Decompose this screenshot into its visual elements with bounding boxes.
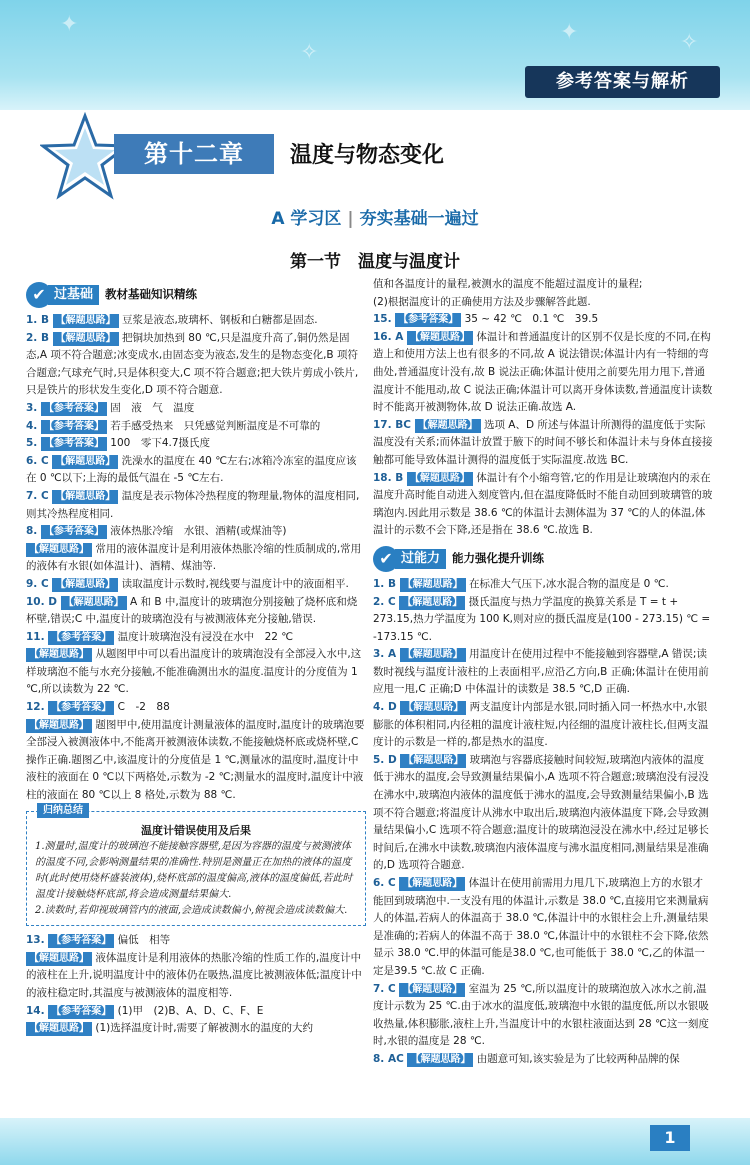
header-banner-label: 参考答案与解析 xyxy=(525,66,720,98)
answer-list xyxy=(373,576,713,1069)
answer-tag: 【参考答案】 xyxy=(48,701,114,715)
chapter-number: 第十二章 xyxy=(114,134,274,174)
summary-tab: 归纳总结 xyxy=(37,803,89,818)
answer-number: 2. B xyxy=(26,331,53,344)
answer-number: 5. D xyxy=(373,753,401,766)
answer-text: 用温度计在使用过程中不能接触到容器壁,A 错误;读数时视线与温度计液柱的上表面相平,应沿乙方向,B 正确;体温计在使用前应甩一甩,C 正确;D 中体温计的读数是 38.5 ℃,D 正确. xyxy=(373,648,709,696)
answer-text: 偏低 相等 xyxy=(117,934,171,947)
answer-item xyxy=(26,646,366,699)
answer-item xyxy=(373,752,713,875)
answer-text: 体温计在使用前需用力甩几下,玻璃泡上方的水银才能回到玻璃泡中.一支没有甩的体温计,示数是 38.0 ℃,直接用它来测量病人的体温,若病人的体温高于 38.0 ℃,体温计中的水银柱会上升,测量结果是准确的;若病人的体温不高于 38.0 ℃,体温计中的水银柱不会下降,依然显示 38.0 ℃.甲的体温可能是38.0 ℃,也可能低于 38.0 ℃,乙的体温一定是39.5 ℃.故 C 正确. xyxy=(373,877,709,977)
answer-tag: 【解题思路】 xyxy=(61,596,127,610)
answer-tag: 【解题思路】 xyxy=(53,314,119,328)
answer-tag: 【解题思路】 xyxy=(399,596,465,610)
answer-text: 题图甲中,使用温度计测量液体的温度时,温度计的玻璃泡要全部浸入被测液体中,不能离开被测液体读数,不能接触烧杯底或烧杯壁,C 操作正确.题图乙中,该温度计的分度值是 1 ℃,测量冰的温度时,温度计中液柱的液面在 0 ℃以下两格处,示数为 -2 ℃;测量水的温度时,温度计中液柱的液面在 80 ℃以上 8 格处,示数为 88 ℃. xyxy=(26,718,365,802)
answer-item xyxy=(373,470,713,540)
decor-sparkle-icon: ✧ xyxy=(680,30,699,55)
answer-text: 由题意可知,该实验是为了比较两种品牌的保 xyxy=(476,1052,680,1065)
answer-text: 温度计玻璃泡没有浸没在水中 22 ℃ xyxy=(117,630,294,643)
answer-number: 8. AC xyxy=(373,1052,408,1065)
answer-number: 5. xyxy=(26,437,41,450)
answer-item xyxy=(26,629,366,647)
answer-text: 温度是表示物体冷热程度的物理量,物体的温度相同,则其冷热程度相同. xyxy=(26,489,360,520)
answer-tag: 【解题思路】 xyxy=(52,578,118,592)
answer-list xyxy=(26,932,366,1038)
answer-number: 4. D xyxy=(373,701,401,714)
answer-item xyxy=(373,875,713,981)
answer-text: 体温计和普通温度计的区别不仅是长度的不同,在构造上和使用方法上也有很多的不同,故 A 说法错误;体温计内有一特细的弯曲处,普通温度计没有,故 B 说法正确;体温计使用之前要先用力甩下,普通温度计不能甩动,故 C 说法正确;体温计可以离开身体读数,普通温度计读数时不能离开被测物体,故 D 说法正确.故选 A. xyxy=(373,330,713,414)
chapter-heading xyxy=(40,112,460,202)
answer-text: 两支温度计内部是水银,同时插入同一杯热水中,水银膨胀的体积相同,内径粗的温度计液柱短,内径细的温度计液柱长,但两支温度计的示数是一样的,都是热水的温度. xyxy=(373,701,709,749)
summary-paragraph: 2.读数时,若仰视玻璃管内的液面,会造成读数偏小,俯视会造成读数偏大. xyxy=(35,905,348,917)
answer-text: (1)甲 (2)B、A、D、C、F、E xyxy=(117,1004,264,1017)
answer-number: 7. C xyxy=(26,489,53,502)
answer-number: 11. xyxy=(26,630,49,643)
section-a-heading: A 学习区 | 夯实基础一遍过 xyxy=(271,209,479,229)
answer-tag: 【解题思路】 xyxy=(400,648,466,662)
summary-paragraph: 1.测量时,温度计的玻璃泡不能接触容器壁,是因为容器的温度与被测液体的温度不同,会影响测量结果的准确性.特别是测量正在加热的液体的温度时(此时使用烧杯盛装液体),烧杯底部的温度偏高,液体的温度偏低,若此时温度计接触烧杯底部,将会造成测量结果偏大. xyxy=(35,841,353,901)
answer-number: 2. C xyxy=(373,595,400,608)
check-icon: ✔ xyxy=(26,282,52,308)
answer-text: 洗澡水的温度在 40 ℃左右;冰箱冷冻室的温度应该在 0 ℃以下;上海的最低气温在 -5 ℃左右. xyxy=(26,454,357,485)
answer-tag: 【解题思路】 xyxy=(415,419,481,433)
answer-tag: 【解题思路】 xyxy=(26,952,92,966)
answer-tag: 【解题思路】 xyxy=(52,490,118,504)
answer-item xyxy=(26,594,366,629)
answer-item xyxy=(26,576,366,594)
answer-number: 6. C xyxy=(26,454,53,467)
summary-title: 温度计错误使用及后果 xyxy=(141,823,251,837)
answer-item xyxy=(26,400,366,418)
answer-number: 3. xyxy=(26,401,41,414)
answer-item xyxy=(373,981,713,1051)
decor-sparkle-icon: ✦ xyxy=(60,12,79,37)
answer-number: 16. A xyxy=(373,330,408,343)
answer-text: 100 零下4.7摄氏度 xyxy=(110,437,211,450)
answer-text: 读取温度计示数时,视线要与温度计中的液面相平. xyxy=(121,577,349,590)
answer-number: 4. xyxy=(26,419,41,432)
answer-tag: 【解题思路】 xyxy=(26,719,92,733)
answer-tag: 【参考答案】 xyxy=(48,631,114,645)
answer-number: 13. xyxy=(26,934,49,947)
answer-item xyxy=(26,488,366,523)
answer-tag: 【解题思路】 xyxy=(399,877,465,891)
answer-number: 8. xyxy=(26,525,41,538)
answer-item xyxy=(26,950,366,1003)
answer-tag: 【解题思路】 xyxy=(52,455,118,469)
answer-tag: 【解题思路】 xyxy=(407,472,473,486)
check-icon: ✔ xyxy=(373,546,399,572)
badge-subtitle: 能力强化提升训练 xyxy=(452,551,545,566)
answer-text: (2)根据温度计的正确使用方法及步骤解答此题. xyxy=(373,295,591,308)
answer-number: 14. xyxy=(26,1004,49,1017)
section-title: 第一节 温度与温度计 xyxy=(290,252,460,272)
answer-item xyxy=(373,576,713,594)
answer-tag: 【解题思路】 xyxy=(407,331,473,345)
answer-text: 值和各温度计的量程,被测水的温度不能超过温度计的量程; xyxy=(373,278,643,290)
answer-item xyxy=(373,329,713,417)
answer-text: 固 液 气 温度 xyxy=(110,401,195,414)
answer-tag: 【参考答案】 xyxy=(48,934,114,948)
answer-item xyxy=(26,717,366,805)
answer-tag: 【解题思路】 xyxy=(400,754,466,768)
answer-text: 室温为 25 ℃,所以温度计的玻璃泡放入冰水之前,温度计示数为 25 ℃.由于冰水的温度低,玻璃泡中水银的温度低,所以水银吸收热量,体积膨胀,液柱上升,当温度计中的水银柱液面达到 28 ℃这一刻度时,水银的温度是 28 ℃. xyxy=(373,982,709,1048)
answer-item xyxy=(373,294,713,312)
answer-item xyxy=(373,699,713,752)
answer-number: 1. B xyxy=(26,314,53,326)
answer-number: 9. C xyxy=(26,577,53,590)
answer-tag: 【解题思路】 xyxy=(26,1022,92,1036)
answer-text: 从题图甲中可以看出温度计的玻璃泡没有全部浸入水中,这样玻璃泡不能与水充分接触,不能准确测出水的温度.温度计的分度值为 1 ℃,所以读数为 22 ℃. xyxy=(26,648,362,696)
answer-text: 摄氏温度与热力学温度的换算关系是 T = t + 273.15,热力学温度为 100 K,则对应的摄氏温度是(100 - 273.15) ℃ = -173.15 ℃. xyxy=(373,595,711,643)
answer-number: 15. xyxy=(373,313,396,326)
answer-item xyxy=(373,594,713,647)
badge-ability xyxy=(373,546,713,572)
answer-number: 17. BC xyxy=(373,418,415,431)
answer-tag: 【参考答案】 xyxy=(41,437,107,451)
decor-sparkle-icon: ✦ xyxy=(560,20,579,45)
answer-number: 1. B xyxy=(373,577,400,590)
answer-number: 10. D xyxy=(26,595,61,608)
summary-box xyxy=(26,804,366,927)
answer-text: 液体热胀冷缩 水银、酒精(或煤油等) xyxy=(110,525,287,538)
answer-tag: 【解题思路】 xyxy=(399,983,465,997)
answer-tag: 【参考答案】 xyxy=(48,1005,114,1019)
answer-item xyxy=(26,523,366,541)
answer-number: 3. A xyxy=(373,648,400,661)
left-column xyxy=(26,282,366,1038)
answer-item xyxy=(26,541,366,576)
answer-text: 玻璃泡与容器底接触时间较短,玻璃泡内液体的温度低于沸水的温度,会导致测量结果偏小,A 选项不符合题意;玻璃泡没有浸没在沸水中,玻璃泡内液体的温度低于沸水的温度,会导致测量结果偏小,B 选项不符合题意;将温度计从沸水中取出后,玻璃泡内液体温度下降,会导致测量结果偏小,C 选项不符合题意;温度计的玻璃泡浸没在沸水中,经过足够长时间后,在沸水中读数,玻璃泡内液体温度与沸水温度相同,测量结果是准确的,D 选项符合题意. xyxy=(373,753,709,872)
answer-text: 在标准大气压下,冰水混合物的温度是 0 ℃. xyxy=(468,577,669,590)
answer-tag: 【参考答案】 xyxy=(41,420,107,434)
answer-item xyxy=(26,453,366,488)
answer-number: 6. C xyxy=(373,877,400,889)
answer-tag: 【解题思路】 xyxy=(407,1053,473,1067)
answer-text: 若手感受热来 只凭感觉判断温度是不可靠的 xyxy=(110,419,321,432)
section-a-subtitle: 夯实基础一遍过 xyxy=(359,209,479,229)
badge-subtitle: 教材基础知识精练 xyxy=(105,287,198,302)
answer-text: A 和 B 中,温度计的玻璃泡分别接触了烧杯底和烧杯壁,错误;C 中,温度计的玻璃泡没有与被测液体充分接触,错误. xyxy=(26,595,358,626)
section-a-label: A 学习区 xyxy=(271,209,342,229)
answer-tag: 【解题思路】 xyxy=(400,578,466,592)
answer-item xyxy=(26,1003,366,1021)
right-column xyxy=(373,276,713,1069)
answer-item xyxy=(373,646,713,699)
answer-item xyxy=(373,276,713,294)
answer-text: 液体温度计是利用液体的热胀冷缩的性质工作的,温度计中的液柱在上升,说明温度计中的液体仍在吸热,温度比被测液体低;温度计中的液柱稳定时,其温度与被测液体的温度相等. xyxy=(26,951,362,999)
answer-list xyxy=(373,276,713,540)
answer-item xyxy=(373,1051,713,1069)
answer-item xyxy=(26,312,366,330)
answer-number: 12. xyxy=(26,701,49,714)
answer-text: 35 ~ 42 ℃ 0.1 ℃ 39.5 xyxy=(464,313,599,326)
answer-item xyxy=(26,699,366,717)
answer-item xyxy=(26,932,366,950)
answer-text: 豆浆是液态,玻璃杯、钢板和白糖都是固态. xyxy=(121,314,318,326)
chapter-title: 温度与物态变化 xyxy=(290,143,445,168)
answer-tag: 【解题思路】 xyxy=(53,332,119,346)
page-number: 1 xyxy=(650,1125,690,1151)
badge-name: 过基础 xyxy=(48,285,99,305)
decor-sparkle-icon: ✧ xyxy=(300,40,319,65)
answer-item xyxy=(373,311,713,329)
answer-tag: 【解题思路】 xyxy=(26,543,92,557)
badge-name: 过能力 xyxy=(395,549,446,569)
answer-item xyxy=(26,435,366,453)
answer-text: 体温计有个小缩弯管,它的作用是让玻璃泡内的汞在温度升高时能自动进入刻度管内,但在温度降低时不能自动回到玻璃管的玻璃泡内.因此用示数是 38.6 ℃的体温计去测体温为 37 ℃的人的体温,体温计的示数不会下降,还是指在 38.6 ℃.故选 B. xyxy=(373,471,713,537)
answer-text: (1)选择温度计时,需要了解被测水的温度的大约 xyxy=(95,1022,314,1035)
answer-text: C -2 88 xyxy=(117,701,170,714)
answer-tag: 【参考答案】 xyxy=(395,313,461,327)
answer-tag: 【解题思路】 xyxy=(400,701,466,715)
answer-tag: 【参考答案】 xyxy=(41,525,107,539)
answer-tag: 【解题思路】 xyxy=(26,648,92,662)
answer-item xyxy=(373,417,713,470)
answer-item xyxy=(26,330,366,400)
answer-item xyxy=(26,418,366,436)
badge-basic xyxy=(26,282,366,308)
answer-text: 常用的液体温度计是利用液体热胀冷缩的性质制成的,常用的液体有水银(如体温计)、酒精、煤油等. xyxy=(26,542,362,573)
answer-list xyxy=(26,312,366,805)
answer-tag: 【参考答案】 xyxy=(41,402,107,416)
answer-number: 7. C xyxy=(373,982,400,995)
answer-text: 把铜块加热到 80 ℃,只是温度升高了,铜仍然是固态,A 项不符合题意;冰变成水,由固态变为液态,发生的是物态变化,B 项符合题意;气球充气时,只是体积变大,C 项不符合题意;把大铁片剪成小铁片,只是铁片的形状发生变化,D 项不符合题意. xyxy=(26,331,359,397)
answer-number: 18. B xyxy=(373,471,407,484)
answer-item xyxy=(26,1020,366,1038)
bottom-band xyxy=(0,1118,750,1165)
answer-text: 选项 A、D 所述与体温计所测得的温度低于实际温度没有关系;而体温计放置于腋下的时间不够长和体温计未与身体直接接触都可能导致体温计测得的温度低于实际温度.故选 BC. xyxy=(373,418,713,466)
